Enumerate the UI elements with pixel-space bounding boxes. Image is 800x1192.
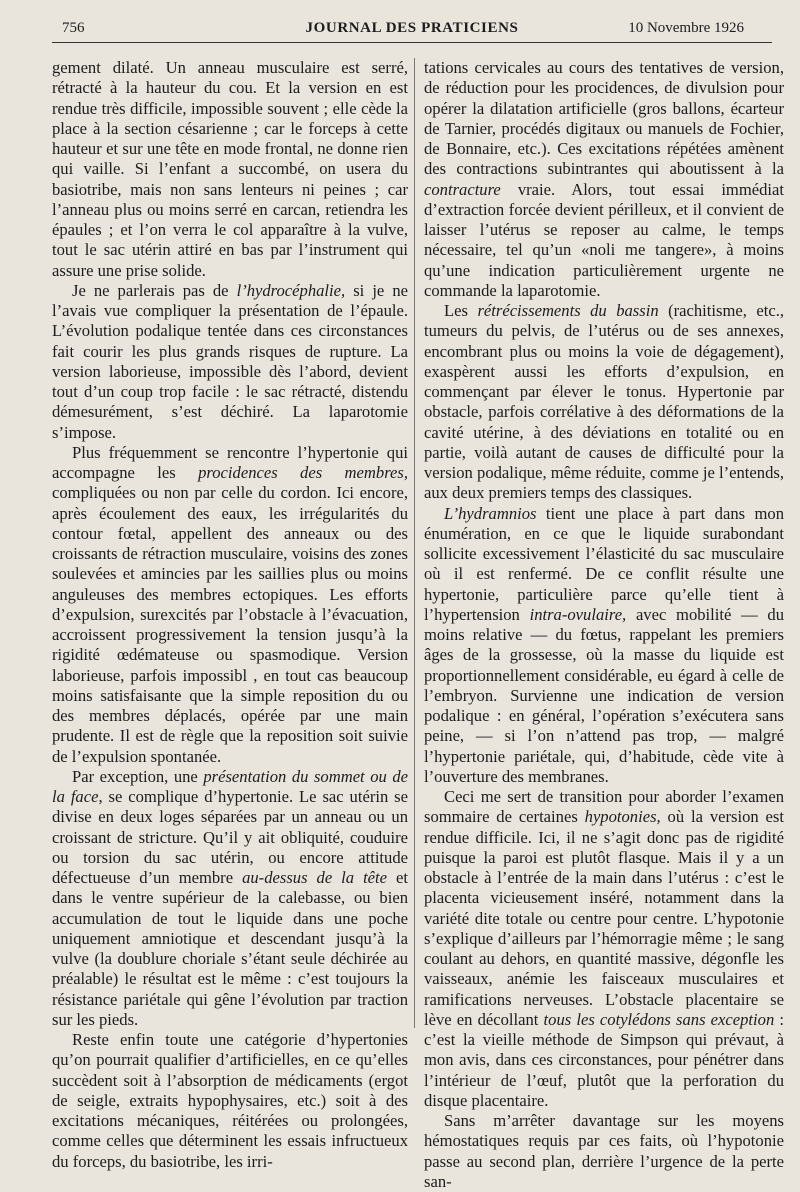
running-header <box>52 20 772 40</box>
header-rule <box>52 42 772 43</box>
paragraph: tations cervicales au cours des tentatives de version, de réduction pour les procidences, de divulsion pour opérer la dilatation artificielle (gros ballons, écarteur de Tarnier, procédés digitaux ou manuels de Fochier, de Bonnaire, etc.). Ces excitations répétées amènent des contractions subintrantes qui aboutissent à la contracture vraie. Alors, tout essai immédiat d’extraction forcée devient périlleux, et il convient de laisser l’utérus se reposer au calme, le temps nécessaire, tel qu’un «noli me tangere», à moins qu’une indication particulièrement urgente ne commande la laparotomie. <box>424 58 784 300</box>
paragraph: Reste enfin toute une catégorie d’hypertonies qu’on pourrait qualifier d’artificielles, en ce qu’elles succèdent soit à l’absorption de médicaments (ergot de seigle, extraits hypophysaires, etc.) soit à des excitations mécaniques, réitérées ou prolongées, comme celles que déterminent les essais infructueux du forceps, du basiotribe, les irri- <box>52 1030 408 1171</box>
journal-title: JOURNAL DES PRATICIENS <box>305 20 519 36</box>
paragraph: Ceci me sert de transition pour aborder l’examen sommaire de certaines hypotonies, où la version est rendue difficile. Ici, il ne s’agit donc pas de rigidité puisque la paroi est plutôt flasque. Mais il y a un obstacle à l’entrée de la main dans l’utérus : c’est le placenta vicieusement inséré, notamment dans la variété dite totale ou centre pour centre. L’hypotonie s’explique d’ailleurs par l’hémorragie même ; le sang coulant au dehors, en quantité massive, dégonfle les vaisseaux, anémie les faisceaux musculaires et ramifications nerveuses. L’obstacle placentaire se lève en décollant tous les cotylédons sans exception : c’est la vieille méthode de Simpson qui prévaut, à mon avis, dans ces circonstances, pour pénétrer dans l’intérieur de l’œuf, plutôt que la perforation du disque placentaire. <box>424 787 785 1110</box>
paragraph: Sans m’arrêter davantage sur les moyens hémostatiques requis par ces faits, où l’hypotonie passe au second plan, derrière l’urgence de la perte san- <box>424 1111 784 1191</box>
left-column <box>52 58 408 1172</box>
paragraph: Les rétrécissements du bassin (rachitisme, etc., tumeurs du pelvis, de l’utérus ou de ses annexes, encombrant plus ou moins la voie de dégagement), exaspèrent aussi les efforts d’expulsion, en commençant par élever le tonus. Hypertonie par obstacle, parfois corrélative à des déformations de la cavité utérine, à des déviations en totalité ou en partie, voilà autant de causes de difficulté pour la version podalique, même réduite, comme je l’entends, aux deux premiers temps des classiques. <box>424 301 784 503</box>
issue-date: 10 Novembre 1926 <box>628 20 744 36</box>
paragraph: Plus fréquemment se rencontre l’hypertonie qui accompagne les procidences des membres, compliquées ou non par celle du cordon. Ici encore, après écoulement des eaux, les irrégularités du contour fœtal, appellent des anneaux ou des croissants de rétraction musculaire, voisins des zones soulevées et amincies par les saillies plus ou moins anguleuses des membres ectopiques. Les efforts d’expulsion, surexcités par l’obstacle à l’évacuation, accroissent progressivement la tension jusqu’à la rigidité œdémateuse ou spasmodique. Version laborieuse, parfois impossibl , en tout cas beaucoup moins satisfaisante que la simple reposition du ou des membres déplacés, opérée par une main prudente. Il est de règle que la reposition soit suivie de l’expulsion spontanée. <box>52 442 409 766</box>
paragraph: Je ne parlerais pas de l’hydrocéphalie, si je ne l’avais vue compliquer la présentation de l’épaule. L’évolution podalique tentée dans ces circonstances fait courir les plus grands risques de rupture. La version laborieuse, impossible dès l’abord, devient tout d’un coup trop facile : le sac rétracté, distendu démesurément, s’est déchiré. La laparotomie s’impose. <box>52 280 408 442</box>
paragraph: L’hydramnios tient une place à part dans mon énumération, en ce que le liquide surabondant sollicite excessivement l’élasticité du sac musculaire où il est renfermé. De ce conflit résulte une hypertonie, particulière parce qu’elle tient à l’hypertension intra-ovulaire, avec mobilité — du moins relative — du fœtus, rappelant les premiers âges de la grossesse, où la masse du liquide est proportionnellement considérable, eu égard à celle de l’embryon. Survienne une indication de version podalique : en général, l’opération s’exécutera sans peine, — si l’on n’attend pas trop, — malgré l’hypertonie pariétale, qui, d’habitude, cède vite à l’ouverture des membranes. <box>424 503 784 786</box>
page-number: 756 <box>62 20 85 36</box>
paragraph: gement dilaté. Un anneau musculaire est serré, rétracté à la hauteur du cou. Et la version en est rendue très difficile, impossible souvent ; elle cède la place à la section césarienne ; car le forceps à cette hauteur et sur une tête en mode frontal, ne donne rien qui vaille. Si l’enfant a succombé, on usera du basiotribe, mais non sans lenteurs ni peines ; car l’anneau plus ou moins serré en carcan, retiendra les épaules ; et l’on verra le col apparaître à la vulve, tout le sac utérin attiré en bas par l’instrument qui assure une prise solide. <box>52 58 408 280</box>
column-separator <box>414 58 415 1028</box>
right-column <box>424 58 784 1192</box>
paragraph: Par exception, une présentation du sommet ou de la face, se complique d’hypertonie. Le sac utérin se divise en deux loges séparées par un anneau ou un croissant de stricture. Qu’il y ait obliquité, couduire ou torsion du sac utérin, ou encore attitude défectueuse d’un membre au-dessus de la tête et dans le ventre supérieur de la calebasse, ou bien accumulation de tout le liquide dans une poche uniquement amniotique et descendant jusqu’à la vulve (la doublure choriale s’étant seule déchirée au préalable) le résultat est le même : c’est toujours la résistance pariétale qui gêne l’évolution par traction sur les pieds. <box>52 766 408 1029</box>
